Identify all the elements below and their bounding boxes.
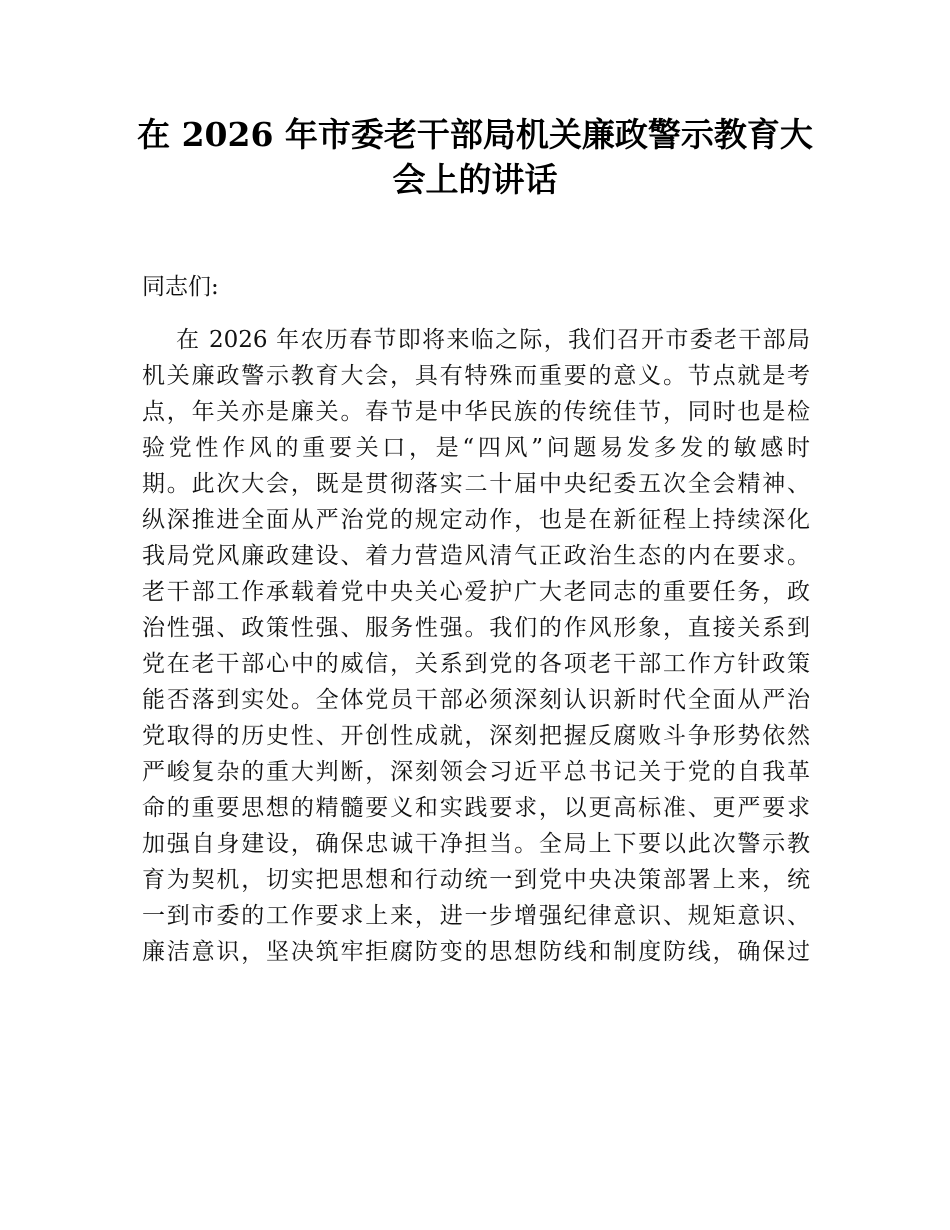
title-line: 会上的讲话 bbox=[392, 160, 558, 199]
body-line: 党在老干部心中的威信，关系到党的各项老干部工作方针政策 bbox=[142, 651, 810, 677]
body-line: 治性强、政策性强、服务性强。我们的作风形象，直接关系到 bbox=[142, 615, 810, 641]
body-line: 期。此次大会，既是贯彻落实二十届中央纪委五次全会精神、 bbox=[142, 471, 810, 497]
body-line: 点，年关亦是廉关。春节是中华民族的传统佳节，同时也是检 bbox=[142, 399, 810, 425]
body-paragraph bbox=[142, 322, 810, 970]
title-line: 在 2026 年市委老干部局机关廉政警示教育大 bbox=[137, 115, 813, 154]
body-line: 能否落到实处。全体党员干部必须深刻认识新时代全面从严治 bbox=[142, 687, 810, 713]
body-line: 机关廉政警示教育大会，具有特殊而重要的意义。节点就是考 bbox=[142, 363, 810, 389]
body-line: 加强自身建设，确保忠诚干净担当。全局上下要以此次警示教 bbox=[142, 831, 810, 857]
body-line: 党取得的历史性、开创性成就，深刻把握反腐败斗争形势依然 bbox=[142, 723, 810, 749]
body-line: 验党性作风的重要关口，是“四风”问题易发多发的敏感时 bbox=[142, 435, 810, 461]
body-line: 纵深推进全面从严治党的规定动作，也是在新征程上持续深化 bbox=[142, 507, 810, 533]
salutation: 同志们: bbox=[142, 274, 219, 300]
body-line: 廉洁意识，坚决筑牢拒腐防变的思想防线和制度防线，确保过 bbox=[142, 939, 810, 965]
body-line: 在 2026 年农历春节即将来临之际，我们召开市委老干部局 bbox=[176, 327, 810, 353]
body-line: 命的重要思想的精髓要义和实践要求，以更高标准、更严要求 bbox=[142, 795, 810, 821]
body-line: 我局党风廉政建设、着力营造风清气正政治生态的内在要求。 bbox=[142, 543, 810, 569]
body-line: 育为契机，切实把思想和行动统一到党中央决策部署上来，统 bbox=[142, 867, 810, 893]
body-line: 老干部工作承载着党中央关心爱护广大老同志的重要任务，政 bbox=[142, 579, 810, 605]
body-line: 严峻复杂的重大判断，深刻领会习近平总书记关于党的自我革 bbox=[142, 759, 810, 785]
document-title bbox=[120, 112, 830, 202]
body-line: 一到市委的工作要求上来，进一步增强纪律意识、规矩意识、 bbox=[142, 903, 810, 929]
